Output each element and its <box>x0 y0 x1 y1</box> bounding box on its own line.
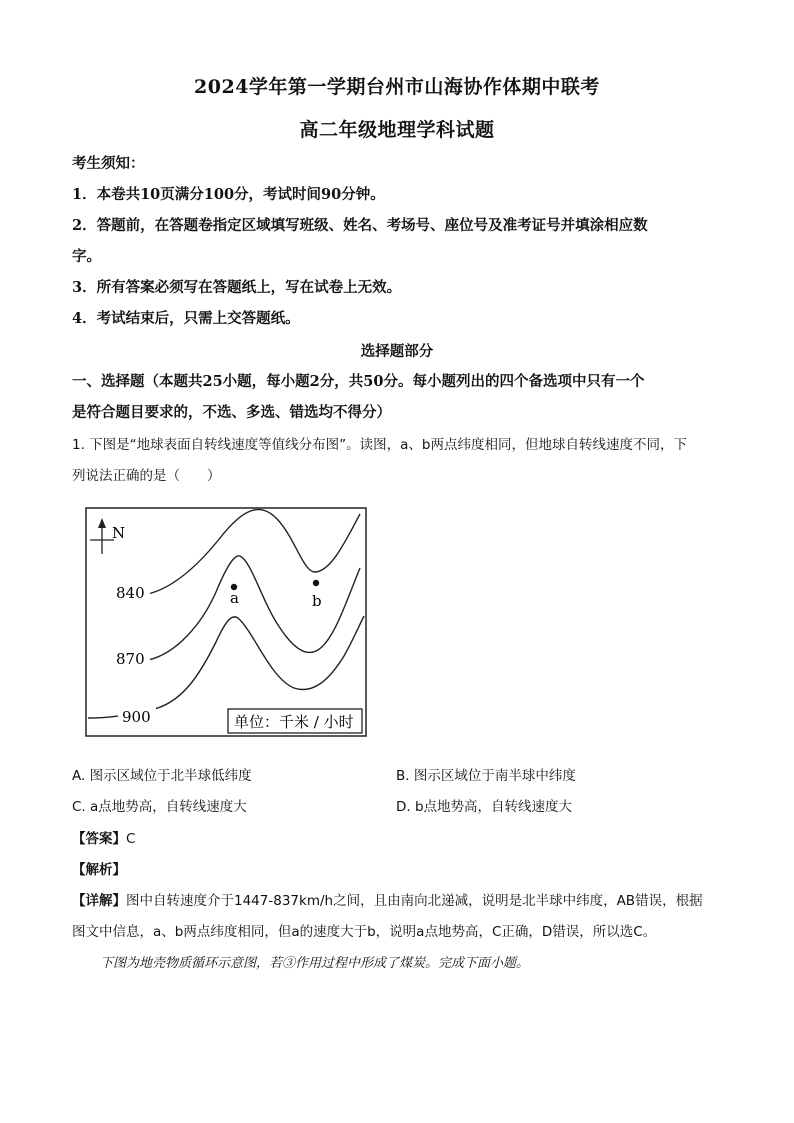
question-1-stem-2: 列说法正确的是（ ） <box>72 468 221 484</box>
instructions-heading: 考生须知： <box>72 155 145 172</box>
exam-title: 2024学年第一学期台州市山海协作体期中联考 <box>194 76 600 98</box>
point-b-label: b <box>312 592 322 610</box>
answer-line <box>72 827 135 847</box>
section-desc-2: 是符合题目要求的，不选、多选、错选均不得分） <box>72 404 391 421</box>
option-c: C. a点地势高，自转线速度大 <box>72 799 247 815</box>
answer-value: C <box>126 831 136 847</box>
analysis-tag: 【解析】 <box>72 862 126 878</box>
option-a: A. 图示区域位于北半球低纬度 <box>72 768 252 784</box>
answer-tag: 【答案】 <box>72 831 126 847</box>
point-a-label: a <box>230 589 239 607</box>
detail-text-1: 图中自转速度介于1447-837km/h之间，且由南向北递减，说明是北半球中纬度，AB错误，根据 <box>126 893 703 909</box>
option-b: B. 图示区域位于南半球中纬度 <box>396 768 576 784</box>
exam-subtitle: 高二年级地理学科试题 <box>299 119 495 141</box>
contour-label-900: 900 <box>122 708 151 726</box>
contour-label-840: 840 <box>116 584 145 602</box>
option-d: D. b点地势高，自转线速度大 <box>396 799 573 815</box>
next-question-intro: 下图为地壳物质循环示意图，若③作用过程中形成了煤炭。完成下面小题。 <box>100 956 530 971</box>
contour-label-870: 870 <box>116 650 145 668</box>
detail-line-2: 图文中信息，a、b两点纬度相同，但a的速度大于b，说明a点地势高，C正确，D错误，所以选C。 <box>72 924 657 940</box>
section-desc-1: 一、选择题（本题共25小题，每小题2分，共50分。每小题列出的四个备选项中只有一个 <box>72 373 645 390</box>
question-1-stem-1: 1. 下图是“地球表面自转线速度等值线分布图”。读图，a、b两点纬度相同，但地球自转线速度不同，下 <box>72 437 688 453</box>
point-b-marker <box>313 580 319 586</box>
north-label: N <box>112 524 126 542</box>
detail-line-1 <box>72 889 703 909</box>
isoline-map-figure <box>84 506 370 740</box>
instruction-item-3: 3．所有答案必须写在答题纸上，写在试卷上无效。 <box>72 279 402 296</box>
detail-tag: 【详解】 <box>72 893 126 909</box>
analysis-line <box>72 858 126 878</box>
instruction-item-4: 4．考试结束后，只需上交答题纸。 <box>72 310 300 327</box>
figure-frame <box>86 508 366 736</box>
unit-label: 单位：千米 / 小时 <box>234 713 354 731</box>
section-title: 选择题部分 <box>360 343 434 360</box>
instruction-item-2: 2．答题前，在答题卷指定区域填写班级、姓名、考场号、座位号及准考证号并填涂相应数 <box>72 217 648 234</box>
instruction-item-1: 1．本卷共10页满分100分，考试时间90分钟。 <box>72 186 385 203</box>
instruction-item-2-cont: 字。 <box>72 248 101 265</box>
